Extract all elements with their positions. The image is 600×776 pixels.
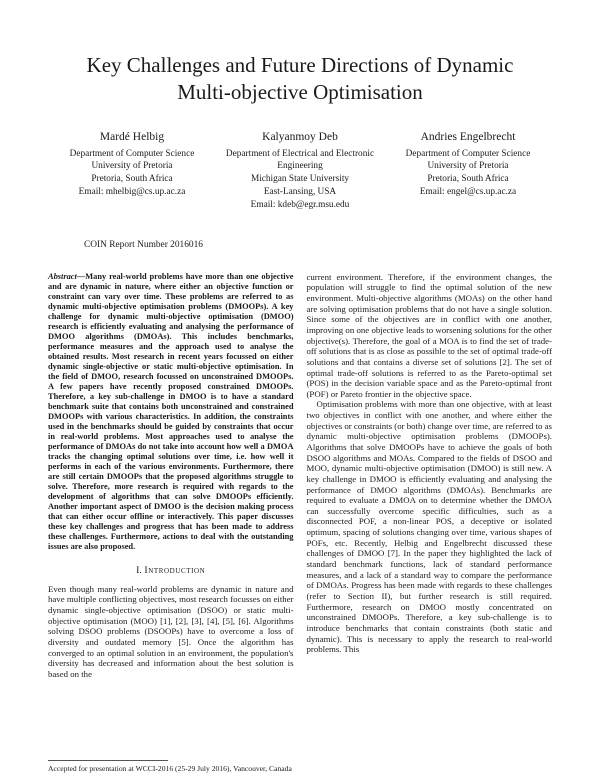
author-email: Email: kdeb@egr.msu.edu (250, 199, 350, 210)
author-location: Pretoria, South Africa (91, 174, 173, 185)
author-card (48, 131, 216, 212)
column-right (307, 272, 553, 774)
author-location: Pretoria, South Africa (427, 174, 509, 185)
author-name: Andries Engelbrecht (420, 130, 516, 143)
author-institution: University of Pretoria (427, 161, 509, 172)
abstract-paragraph (48, 272, 294, 552)
body-paragraph: Optimisation problems with more than one objective, with at least two objectives in conflict with one another, and where either the objectives or constraints (or both) change over time, are referred to as dynamic multi-objective optimisation problems (DMOOPs). Algorithms that solve DMOOPs have to achieve the goals of both DSOO algorithms and MOAs. Compared to the fields of DSOO and MOO, dynamic multi-objective optimisation (DMOO) is still new. A key challenge in DMOO is efficiently evaluating and analysing the performance of DMOO algorithms (DMOAs). Benchmarks are required to evaluate a DMOA on to determine whether the DMOA can successfully overcome specific difficulties, such as a disconnected POF, a non-linear POS, a deceptive or isolated optimum, spacing of solutions changing over time, various shapes of POFs, etc. Recently, Helbig and Engelbrecht discussed these challenges of DMOO [7]. In the paper they highlighted the lack of standard benchmark functions, lack of standard performance measures, and a lack of a standard way to compare the performance of DMOAs. Progress has been made with regards to these challenges (refer to Section II), but further research is still required. Furthermore, research on DMOO mostly concentrated on unconstrained DMOOPs. Therefore, a key sub-challenge is to introduce benchmarks that contain constraints (both static and dynamic). This is necessary to apply the research to real-world problems. This (306, 399, 552, 655)
report-number: COIN Report Number 2016016 (84, 239, 203, 250)
author-email: Email: mhelbig@cs.up.ac.za (78, 187, 186, 198)
author-block (48, 131, 552, 212)
body-paragraph: current environment. Therefore, if the environment changes, the population will struggle to find the optimal solution of the new environment. Multi-objective algorithms (MOAs) on the other hand are solving optimisation problems that do not have a single solution. Since some of the objectives are in conflict with one another, improving on one objective leads to worsening solutions for the other objective(s). Therefore, the goal of a MOA is to find the set of trade-off solutions that is as close as possible to the set of optimal trade-off solutions and that contains a diverse set of solutions [2]. The set of optimal trade-off solutions is referred to as the Pareto-optimal set (POS) in the decision variable space and as the Pareto-optimal front (POF) or Pareto frontier in the objective space. (306, 271, 552, 399)
author-department: Department of Electrical and Electronic Engineering (225, 148, 375, 172)
author-name: Kalyanmoy Deb (262, 130, 338, 143)
author-location: East-Lansing, USA (263, 187, 337, 198)
author-name: Mardé Helbig (99, 130, 165, 143)
page-title: Key Challenges and Future Directions of Dynamic Multi-objective Optimisation (86, 53, 514, 105)
body-paragraph: Even though many real-world problems are dynamic in nature and have multiple conflicting objectives, most research focusses on either dynamic single-objective optimisation (DSOO) or static multi-objective optimisation (MOO) [1], [2], [3], [4], [5], [6]. Algorithms solving DSOO problems (DSOOPs) have to overcome a loss of diversity and outdated memory [5]. Once the algorithm has converged to an optimal solution in an environment, the population's diversity has decreased and information about the best solution is based on the (48, 583, 294, 679)
author-card (216, 131, 384, 212)
section-title: Introduction (144, 564, 206, 576)
column-left (48, 272, 294, 774)
author-department: Department of Computer Science (69, 148, 195, 159)
abstract-label: Abstract— (48, 271, 86, 281)
author-institution: Michigan State University (250, 174, 350, 185)
abstract-text: Many real-world problems have more than one objective and are dynamic in nature, where either an objective function or constraint can vary over time. These problems are referred to as dynamic multi-objective optimisation problems (DMOOPs). A key challenge for dynamic multi-objective optimisation (DMOO) research is efficiently evaluating and analysing the performance of DMOO algorithms (DMOAs). This includes benchmarks, performance measures and the approach used to analyse the obtained results. Most research in recent years focussed on either dynamic single-objective or static multi-objective optimisation. In the field of DMOO, research focussed on unconstrained DMOOPs. A few papers have recently proposed constrained DMOOPs. Therefore, a key sub-challenge in DMOO is to have a standard benchmark suite that contains both unconstrained and constrained DMOOPs with various characteristics. In addition, the constraints used in the benchmarks should be guided by constraints that occur in real-world problems. Most approaches used to analyse the performance of DMOAs do not take into account how well a DMOA tracks the changing optimal solutions over time, i.e. how well it performs in each of the various environments. Furthermore, there are still certain DMOOPs that the proposed algorithms struggle to solve. Therefore, more research is required with regards to the development of algorithms that can solve DMOOPs efficiently. Another important aspect of DMOO is the decision making process that can either occur offline or interactively. This paper discusses these key challenges and progress that has been made to address these challenges. Furthermore, actions to deal with the outstanding issues are also proposed. (48, 271, 294, 551)
footnote-rule (48, 760, 168, 761)
footnote-block (48, 752, 294, 774)
author-institution: University of Pretoria (91, 161, 173, 172)
section-heading-introduction (48, 565, 294, 576)
two-column-body (48, 272, 552, 774)
section-number: I. (136, 564, 142, 576)
author-email: Email: engel@cs.up.ac.za (419, 187, 517, 198)
author-department: Department of Computer Science (405, 148, 531, 159)
footnote-text: Accepted for presentation at WCCI-2016 (25-29 July 2016), Vancouver, Canada (48, 763, 292, 773)
author-card (384, 131, 552, 212)
